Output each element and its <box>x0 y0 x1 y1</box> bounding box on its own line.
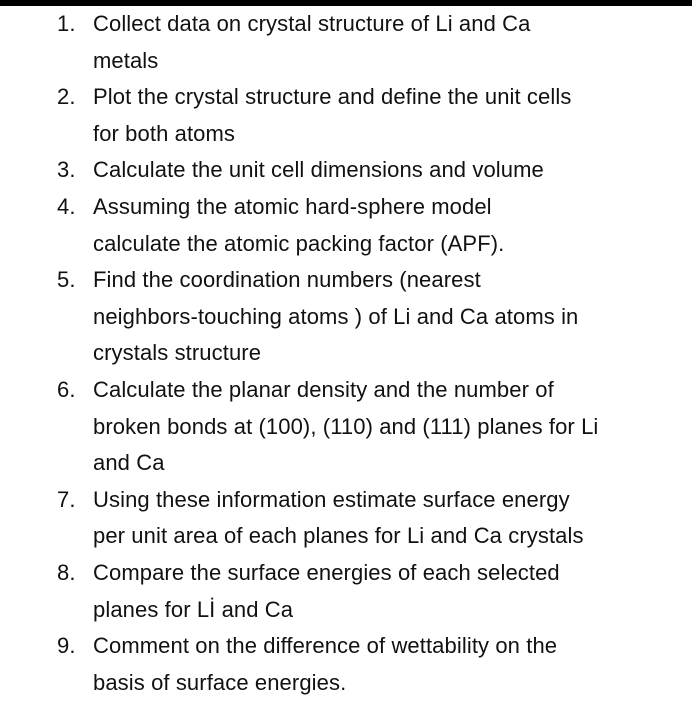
task-number: 1. <box>57 11 76 36</box>
task-number: 5. <box>57 267 76 293</box>
task-item-9 <box>0 628 692 701</box>
task-list <box>0 6 692 701</box>
task-number: 3. <box>57 157 76 183</box>
task-text-line: Compare the surface energies of each selected <box>93 559 560 585</box>
task-text-line: Comment on the difference of wettability on the <box>93 633 558 659</box>
task-text-line: per unit area of each planes for Li and Ca crystals <box>93 523 584 549</box>
task-text-line: crystals structure <box>93 340 262 366</box>
task-text-line: Assuming the atomic hard-sphere model <box>93 193 492 219</box>
task-number: 8. <box>57 559 76 585</box>
task-text-line: Calculate the planar density and the number of <box>93 376 554 402</box>
task-text-line: for both atoms <box>93 120 236 146</box>
task-item-8 <box>0 555 692 628</box>
task-item-3 <box>0 152 692 189</box>
task-text-line: broken bonds at (100), (110) and (111) planes for Li <box>93 413 599 439</box>
task-number: 4. <box>57 193 76 219</box>
task-number: 6. <box>57 376 76 402</box>
task-text-line: planes for Lİ and Ca <box>93 596 294 622</box>
task-text-line: and Ca <box>93 450 165 476</box>
task-text-line: Plot the crystal structure and define the unit cells <box>93 84 572 110</box>
task-text-line: metals <box>93 47 159 73</box>
task-item-1 <box>0 6 692 79</box>
task-item-6 <box>0 372 692 482</box>
task-text-line: Find the coordination numbers (nearest <box>93 267 481 293</box>
task-text-line: Collect data on crystal structure of Li and Ca <box>93 11 531 36</box>
task-number: 7. <box>57 486 76 512</box>
task-item-2 <box>0 79 692 152</box>
task-number: 2. <box>57 84 76 110</box>
task-item-4 <box>0 189 692 262</box>
task-item-7 <box>0 482 692 555</box>
task-text-line: Using these information estimate surface energy <box>93 486 570 512</box>
task-number: 9. <box>57 633 76 659</box>
task-text-line: basis of surface energies. <box>93 669 347 695</box>
task-text-line: calculate the atomic packing factor (APF). <box>93 230 505 256</box>
task-item-5 <box>0 262 692 372</box>
task-text-line: Calculate the unit cell dimensions and volume <box>93 157 544 183</box>
task-text-line: neighbors-touching atoms ) of Li and Ca atoms in <box>93 303 579 329</box>
